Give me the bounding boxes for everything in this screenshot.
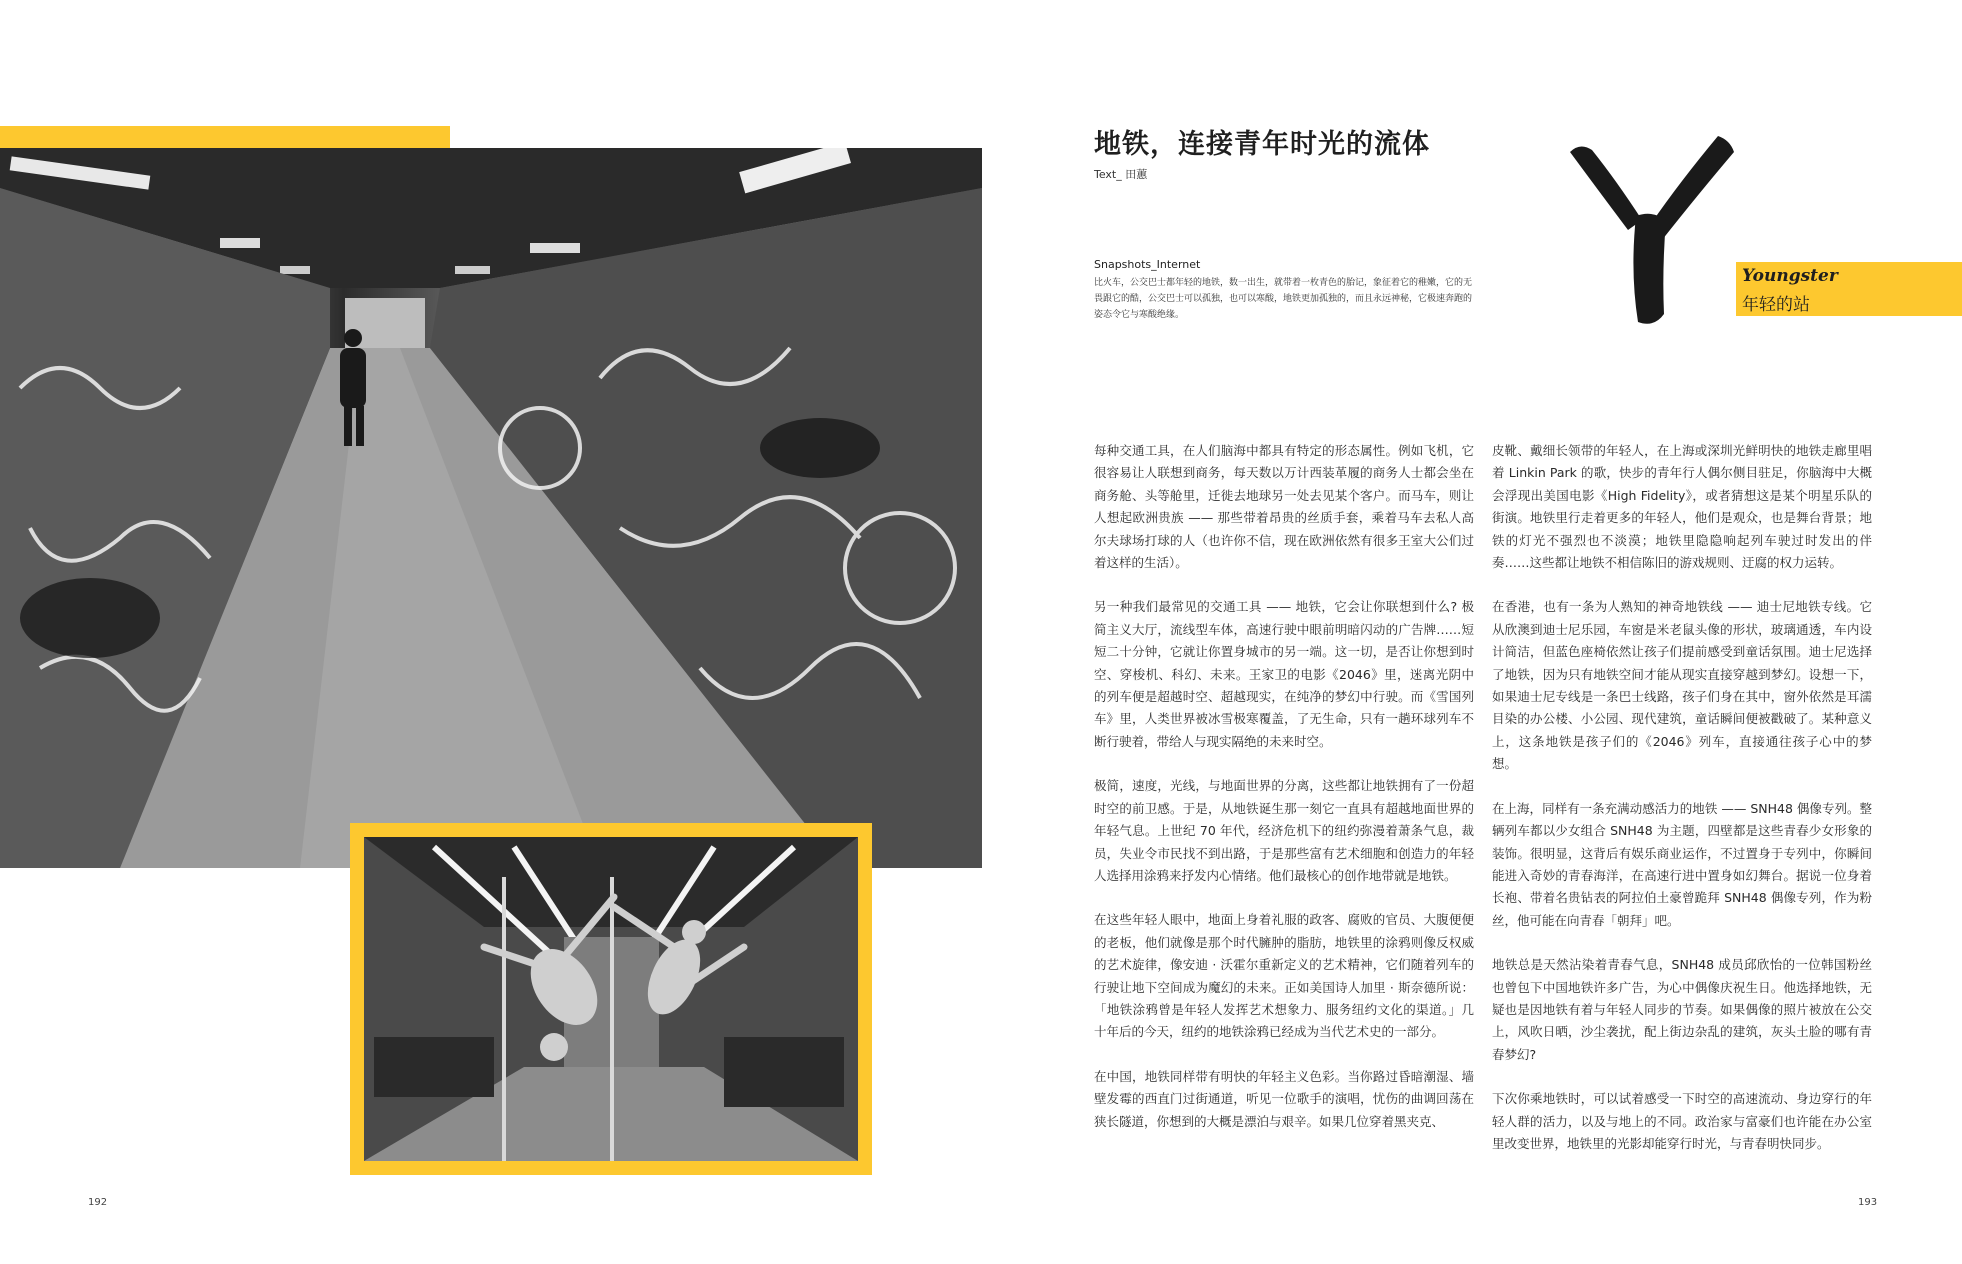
paragraph: 极简，速度，光线，与地面世界的分离，这些都让地铁拥有了一份超时空的前卫感。于是，从地铁诞生那一刻它一直具有超越地面世界的年轻气息。上世纪 70 年代，经济危机下的纽约弥漫着萧条气息，裁员，失业令市民找不到出路，于是那些富有艺术细胞和创造力的年轻人选择用涂鸦来抒发内心情绪。他们最核心的创作地带就是地铁。 — [1094, 778, 1474, 883]
paragraph: 在香港，也有一条为人熟知的神奇地铁线 —— 迪士尼地铁专线。它从欣澳到迪士尼乐园，车窗是米老鼠头像的形状，玻璃通透，车内设计简洁，但蓝色座椅依然让孩子们提前感受到童话氛围。迪士尼选择了地铁，因为只有地铁空间才能从现实直接穿越到梦幻。设想一下，如果迪士尼专线是一条巴士线路，孩子们身在其中，窗外依然是耳濡目染的办公楼、小公园、现代建筑，童话瞬间便被戳破了。某种意义上，这条地铁是孩子们的《2046》列车，直接通往孩子心中的梦想。 — [1492, 599, 1872, 772]
paragraph: 在中国，地铁同样带有明快的年轻主义色彩。当你路过昏暗潮湿、墙壁发霉的西直门过街通道，听见一位歌手的演唱，忧伤的曲调回荡在狭长隧道，你想到的大概是漂泊与艰辛。如果几位穿着黑夹克、 — [1094, 1068, 1474, 1129]
article-byline: Text_ 田蕙 — [1094, 168, 1148, 181]
paragraph: 另一种我们最常见的交通工具 —— 地铁，它会让你联想到什么? 极简主义大厅，流线型车体，高速行驶中眼前明暗闪动的广告牌……短短二十分钟，它就让你置身城市的另一端。这一切，是否让你想到时空、穿梭机、科幻、未来。王家卫的电影《2046》里，迷离光阴中的列车便是超越时空、超越现实，在纯净的梦幻中行驶。而《雪国列车》里，人类世界被冰雪极寒覆盖，了无生命，只有一趟环球列车不断行驶着，带给人与现实隔绝的未来时空。 — [1094, 599, 1474, 749]
snapshot-text: 比火车，公交巴士都年轻的地铁，数一出生，就带着一枚青色的胎记，象征着它的稚嫩，它的无畏跟它的酷，公交巴士可以孤独，也可以寒酸，地铁更加孤独的，而且永远神秘，它极速奔跑的姿态令它与寒酸绝缘。 — [1094, 278, 1473, 320]
article-column-right — [1492, 440, 1872, 1177]
snapshot-label: Snapshots_Internet — [1094, 258, 1201, 271]
article-column-left — [1094, 440, 1474, 1155]
paragraph: 每种交通工具，在人们脑海中都具有特定的形态属性。例如飞机，它很容易让人联想到商务，每天数以万计西装革履的商务人士都会坐在商务舱、头等舱里，迁徙去地球另一处去见某个客户。而马车，则让人想起欧洲贵族 —— 那些带着昂贵的丝质手套，乘着马车去私人高尔夫球场打球的人（也许你不信，现在欧洲依然有很多王室大公们过着这样的生活）。 — [1094, 443, 1474, 571]
graffiti-tunnel-photo — [0, 148, 982, 868]
paragraph: 在这些年轻人眼中，地面上身着礼服的政客、腐败的官员、大腹便便的老板，他们就像是那个时代臃肿的脂肪，地铁里的涂鸦则像反权威的艺术旋律，像安迪 · 沃霍尔重新定义的艺术精神，它们随着列车的行驶让地下空间成为魔幻的未来。正如美国诗人加里 · 斯奈德所说：「地铁涂鸦曾是年轻人发挥艺术想象力、服务纽约文化的渠道。」几十年后的今天，纽约的地铁涂鸦已经成为当代艺术史的一部分。 — [1094, 912, 1474, 1040]
yellow-accent-bar-top — [0, 126, 450, 148]
subway-dancers-photo — [364, 837, 858, 1161]
page-number-right: 193 — [1858, 1197, 1878, 1208]
section-tag-english: Youngster — [1742, 266, 1838, 286]
paragraph: 皮靴、戴细长领带的年轻人，在上海或深圳光鲜明快的地铁走廊里唱着 Linkin Park 的歌，快步的青年行人偶尔侧目驻足，你脑海中大概会浮现出美国电影《High Fidelity》，或者猜想这是某个明星乐队的街演。地铁里行走着更多的年轻人，他们是观众，也是舞台背景；地铁的灯光不强烈也不淡漠；地铁里隐隐响起列车驶过时发出的伴奏……这些都让地铁不相信陈旧的游戏规则、迂腐的权力运转。 — [1492, 443, 1872, 571]
section-letter-y-icon — [1568, 130, 1738, 330]
page-number-left: 192 — [88, 1197, 108, 1208]
paragraph: 在上海，同样有一条充满动感活力的地铁 —— SNH48 偶像专列。整辆列车都以少女组合 SNH48 为主题，四壁都是这些青春少女形象的装饰。很明显，这背后有娱乐商业运作，不过置身于专列中，你瞬间能进入奇妙的青春海洋，在高速行进中置身如幻舞台。据说一位身着长袍、带着名贵钻表的阿拉伯土豪曾跪拜 SNH48 偶像专列，作为粉丝，他可能在向青春「朝拜」吧。 — [1492, 800, 1872, 928]
section-tag-chinese: 年轻的站 — [1742, 295, 1810, 315]
article-title: 地铁，连接青年时光的流体 — [1094, 129, 1430, 160]
paragraph: 地铁总是天然沾染着青春气息，SNH48 成员邱欣怡的一位韩国粉丝也曾包下中国地铁许多广告，为心中偶像庆祝生日。他选择地铁，无疑也是因地铁有着与年轻人同步的节奏。如果偶像的照片被放在公交上，风吹日晒，沙尘袭扰，配上街边杂乱的建筑，灰头土脸的哪有青春梦幻? — [1492, 957, 1872, 1062]
paragraph: 下次你乘地铁时，可以试着感受一下时空的高速流动、身边穿行的年轻人群的活力，以及与地上的不同。政治家与富豪们也许能在办公室里改变世界，地铁里的光影却能穿行时光，与青春明快同步。 — [1492, 1091, 1872, 1151]
